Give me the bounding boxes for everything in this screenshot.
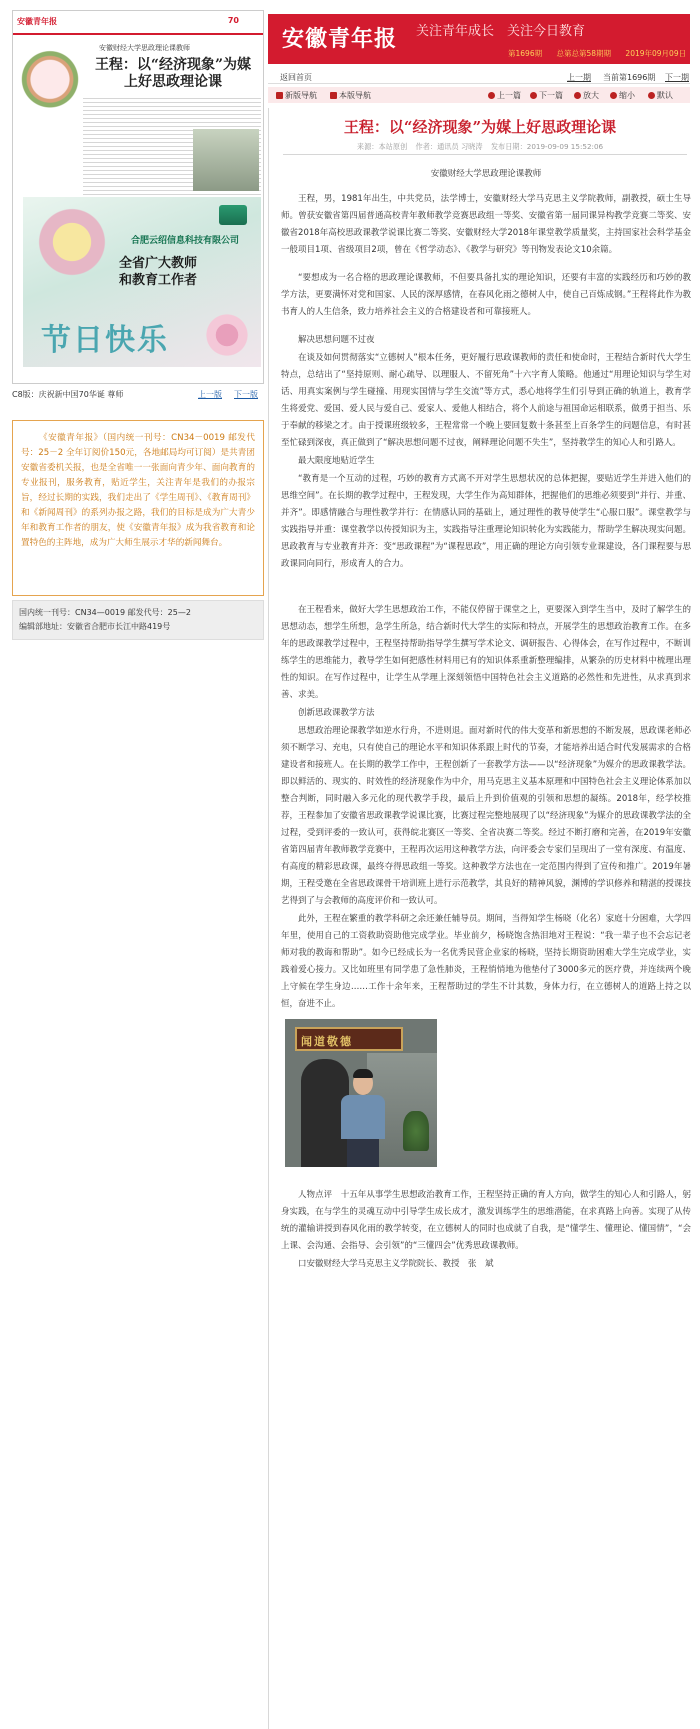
current-issue-label: 当前第1696期 — [603, 73, 656, 82]
paragraph-3: 在谈及如何贯彻落实“立德树人”根本任务，更好履行思政课教师的责任和使命时，王程结合新时代大学生特点，总结出了“坚持原则、耐心疏导、以理服人、不留死角”十六字育人策略。他通过“用理论知识与学生对话、用真实案例与学生碰撞、用现实国情与学生交流”等方式，悉心地将学生们引导到正确的轨道上，教育学生将爱党、爱国、爱人民与爱自己、爱家人、爱他人相结合，将个人前途与祖国命运相联系，做勇于担当、乐于奉献的移梁之才。由于授课班级较多，王程常常一个晚上要回复数十条甚至上百条学生的问题信息，有时甚至忙碌到深夜，真正做到了“解决思想问题不过夜，阐释理论问题不失生”，坚持教学生的知心人和引路人。 — [281, 353, 691, 448]
newspaper-intro-box — [12, 420, 264, 596]
issue-number: 第1696期 — [508, 49, 543, 58]
photo-person-body — [341, 1095, 385, 1139]
square-icon — [276, 92, 283, 99]
editorial-address: 编辑部地址：安徽省合肥市长江中路419号 — [19, 622, 171, 631]
photo-person-hair — [353, 1069, 373, 1078]
nav-page-nav[interactable]: 本版导航 — [330, 90, 371, 101]
nav-zoom-out[interactable]: 缩小 — [610, 90, 635, 101]
thumbnail-headline — [85, 57, 261, 91]
page-caption-row — [12, 388, 264, 402]
nav-next-article[interactable]: 下一篇 — [530, 90, 563, 101]
reset-icon — [648, 92, 655, 99]
article-source: 来源：本站原创 — [356, 142, 408, 151]
paragraph-7: 此外，王程在繁重的教学科研之余还兼任辅导员。期间，当得知学生杨晓（化名）家庭十分困难，大学四年里，使用自己的工资救助资助他完成学业。毕业前夕，杨晓饱含热泪地对王程说：“我一辈子也不会忘记老师对我的教诲和帮助”。如今已经成长为一名优秀民营企业家的杨晓，坚持长期资助困难大学生完成学业，实践着爱心接力。又比如班里有同学患了急性肺炎，王程悄悄地为他垫付了3000多元的医疗费，并连续两个晚上守候在学生身边……工作十余年来，王程帮助过的学生不计其数，身体力行，在立德树人的道路上持之以恒，奋进不止。 — [281, 914, 691, 1009]
issue-date: 2019年09月09日 — [625, 49, 687, 58]
up-arrow-icon — [488, 92, 495, 99]
home-link[interactable]: 返回首页 — [280, 73, 312, 82]
thumbnail-headline-line2: 上好思政理论课 — [124, 74, 222, 90]
issue-toolbar — [268, 70, 690, 84]
prev-page-link[interactable]: 上一版 — [198, 390, 222, 399]
newspaper-name: 安徽青年报 — [282, 26, 398, 52]
article-title: 王程：以“经济现象”为媒上好思政理论课 — [343, 118, 617, 136]
newspaper-slogan: 关注青年成长 关注今日教育 — [416, 24, 586, 39]
ad-company-name: 合肥云绍信息科技有限公司 — [131, 236, 240, 246]
next-issue-link[interactable]: 下一期 — [665, 73, 689, 82]
photo-person-legs — [347, 1137, 379, 1167]
total-issue-number: 总第总第58期期 — [556, 49, 612, 58]
publication-info-box — [12, 600, 264, 640]
thumbnail-logo: 安徽青年报 — [17, 16, 57, 26]
article-author: 作者：通讯员 习晓涛 — [415, 142, 483, 151]
publication-number: 国内统一刊号：CN34—0019 邮发代号：25—2 — [19, 608, 191, 617]
page-thumbnail[interactable] — [12, 10, 264, 384]
article-subtitle: 安徽财经大学思政理论课教师 — [430, 169, 542, 179]
thumbnail-advertisement — [23, 197, 261, 367]
paragraph-4: “教育是一个互动的过程，巧妙的教育方式离不开对学生思想状况的总体把握，要贴近学生并进入他们的思维空间”。在长期的教学过程中，王程发现，大学生作为高知群体，把握他们的思维必须要到“并行、并重、并齐”。即感情融合与理性教学并行：在情感认同的基础上，通过理性的教导使学生“心服口服”。课堂教学与实践指导并重：课堂教学以传授知识为主，实践指导注重理论知识转化为实践能力，帮助学生解决现实问题。思政教育与专业教育并齐：变“思政课程”为“课程思政”，用正确的理论方向引领专业课建设，各门课程要与思政课同向同行，形成育人的合力。 — [281, 474, 691, 569]
nav-edition-nav[interactable]: 新版导航 — [276, 90, 317, 101]
page-caption: C8版：庆祝新中国70华诞 尊师 — [12, 390, 124, 399]
left-sidebar — [0, 0, 268, 1729]
article-navbar — [268, 87, 690, 103]
prev-issue-link[interactable]: 上一期 — [567, 73, 591, 82]
nav-default-size[interactable]: 默认 — [648, 90, 673, 101]
ad-slogan — [119, 255, 197, 289]
paragraph-9: 口安徽财经大学马克思主义学院院长、教授 张 斌 — [298, 1259, 494, 1269]
paragraph-5: 在王程看来，做好大学生思想政治工作，不能仅停留于课堂之上，更要深入到学生当中，及时了解学生的思想动态，想学生所想，急学生所急，结合新时代大学生的实际和特点，开展学生的思想政治教育工作。在多年的思政课教学过程中，王程坚持帮助指导学生撰写学术论文、调研报告、心得体会，在写作过程中，不断训练学生的思维能力，教导学生如何把感性材料用已有的知识体系重新整理编排，从繁杂的历史材料中梳理出理性的知识。在写作过程中，让学生从学理上深刻领悟中国特色社会主义道路的必然性和先进性，从求真到求善、求美。 — [281, 605, 691, 700]
ad-slogan-line1: 全省广大教师 — [119, 256, 198, 271]
paragraph-8: 人物点评 十五年从事学生思想政治教育工作，王程坚持正确的育人方向，做学生的知心人和引路人，躬身实践，在与学生的灵魂互动中引导学生成长成才，激发训练学生的思维潜能，在求真路上向善。实现了从传统的灌输讲授到春风化雨的教学转变，在立德树人的同时也成就了自我，是“懂学生、懂理论、懂国情”，“会上课、会沟通、会指导、会引领”的“三懂四会”优秀思政课教师。 — [281, 1190, 691, 1251]
article-date: 发布日期：2019-09-09 15:52:06 — [490, 142, 604, 151]
nav-zoom-in[interactable]: 放大 — [574, 90, 599, 101]
section-heading-2: 最大限度地贴近学生 — [298, 456, 375, 466]
thumbnail-headline-line1: 王程：以“经济现象”为媒 — [94, 57, 252, 73]
nav-prev-article[interactable]: 上一篇 — [488, 90, 521, 101]
paragraph-2: “要想成为一名合格的思政理论课教师，不但要具备扎实的理论知识，还要有丰富的实践经历和巧妙的教学方法，更要满怀对党和国家、人民的深厚感情，在春风化雨之德树人中，使自己百炼成钢。”王程将此作为教书育人的人生信条，致力培养社会主义的合格建设者和可靠接班人。 — [281, 273, 691, 317]
section-heading-1: 解决思想问题不过夜 — [298, 335, 375, 345]
thumbnail-kicker: 安徽财经大学思政理论课教师 — [99, 44, 190, 52]
newspaper-intro-text: 《安徽青年报》（国内统一刊号：CN34－0019 邮发代号：25－2 全年订阅价150元，各地邮局均可订阅）是共青团安徽省委机关报，也是全省唯一一张面向青少年、面向教育的专业报刊，服务教育，贴近学生，关注青年是我们的办报宗旨，经过长期的实践，我们走出了《学生周刊》、《教育周刊》和《新闻周刊》的系列办报之路，我们的目标是成为广大青少年和教育工作者的朋友，使《安徽青年报》成为我省教育和论置特色的主阵地，成为广大师生展示才华的新闻舞台。 — [21, 433, 255, 548]
paragraph-6: 思想政治理论课教学如逆水行舟，不进则退。面对新时代的伟大变革和新思想的不断发展，思政课老师必须不断学习、充电，只有使自己的理论水平和知识体系跟上时代的节奏，才能培养出适合时代发展需求的合格建设者和接班人。在长期的教学工作中，王程创新了一套教学方法——以“经济现象”为媒介的思政课教学法。即以鲜活的、现实的、时效性的经济现象作为中介，用马克思主义基本原理和中国特色社会主义理论体系加以整合判断，同时融入多元化的现代教学手段，最后上升到价值观的引领和思想的凝练。2018年，经学校推荐，王程参加了安徽省思政课教学说课比赛，比赛过程完整地展现了以“经济现象”为媒介的思政课教学法的全过程，受到评委的一致认可，获得皖北赛区一等奖、全省决赛二等奖。经过不断打磨和完善，在2019年安徽省第四届青年教师教学竞赛中，王程再次运用这种教学方法，向评委会专家们呈现出了一堂有深度、有温度、有高度的精彩思政课，最终夺得思政组一等奖。这种教学方法也在一定范围内得到了宣传和推广。2019年暑期，王程受邀在全省思政课骨干培训班上进行示范教学，其良好的精神风貌，渊博的学识修养和精湛的授课技艺得到了与会教师的高度评价和一致认可。 — [281, 726, 691, 906]
ad-slogan-line2: 和教育工作者 — [119, 273, 198, 288]
issue-info — [508, 48, 698, 59]
thumbnail-photo — [193, 129, 259, 191]
thumbnail-masthead — [13, 11, 263, 35]
masthead — [268, 14, 690, 64]
article-panel — [268, 108, 700, 1729]
article-body — [281, 166, 691, 1274]
photo-plaque-text: 闻道敬德 — [301, 1035, 353, 1048]
photo-plant — [403, 1111, 429, 1151]
title-divider — [283, 154, 687, 155]
photo-plaque — [295, 1027, 403, 1051]
ad-company-logo — [219, 205, 247, 225]
article-meta — [269, 142, 691, 152]
square-icon — [330, 92, 337, 99]
section-heading-3: 创新思政课教学方法 — [298, 708, 375, 718]
teacher-photo — [285, 1019, 437, 1167]
ad-holiday-greeting: 节日快乐 — [41, 323, 169, 358]
down-arrow-icon — [530, 92, 537, 99]
next-page-link[interactable]: 下一版 — [234, 390, 258, 399]
paragraph-1: 王程，男，1981年出生，中共党员，法学博士，安徽财经大学马克思主义学院教师，副教授，硕士生导师。曾获安徽省第四届普通高校青年教师教学竞赛思政组一等奖、安徽省第一届同课异构教学竞赛二等奖、安徽省2018年高校思政课教学说课比赛二等奖、安徽财经大学2018年课堂教学质量奖，主持国家社会科学基金一般项目1项、省级项目2项，曾在《哲学动态》、《教学与研究》等刊物发表论文10余篇。 — [281, 194, 691, 255]
main-content — [268, 0, 700, 1729]
ad-decoration-image — [31, 207, 113, 277]
zoom-out-icon — [610, 92, 617, 99]
thumbnail-anniversary-badge: 70 — [227, 16, 239, 25]
zoom-in-icon — [574, 92, 581, 99]
thumbnail-wreath-image — [19, 43, 81, 109]
ad-flower-image — [201, 309, 253, 361]
